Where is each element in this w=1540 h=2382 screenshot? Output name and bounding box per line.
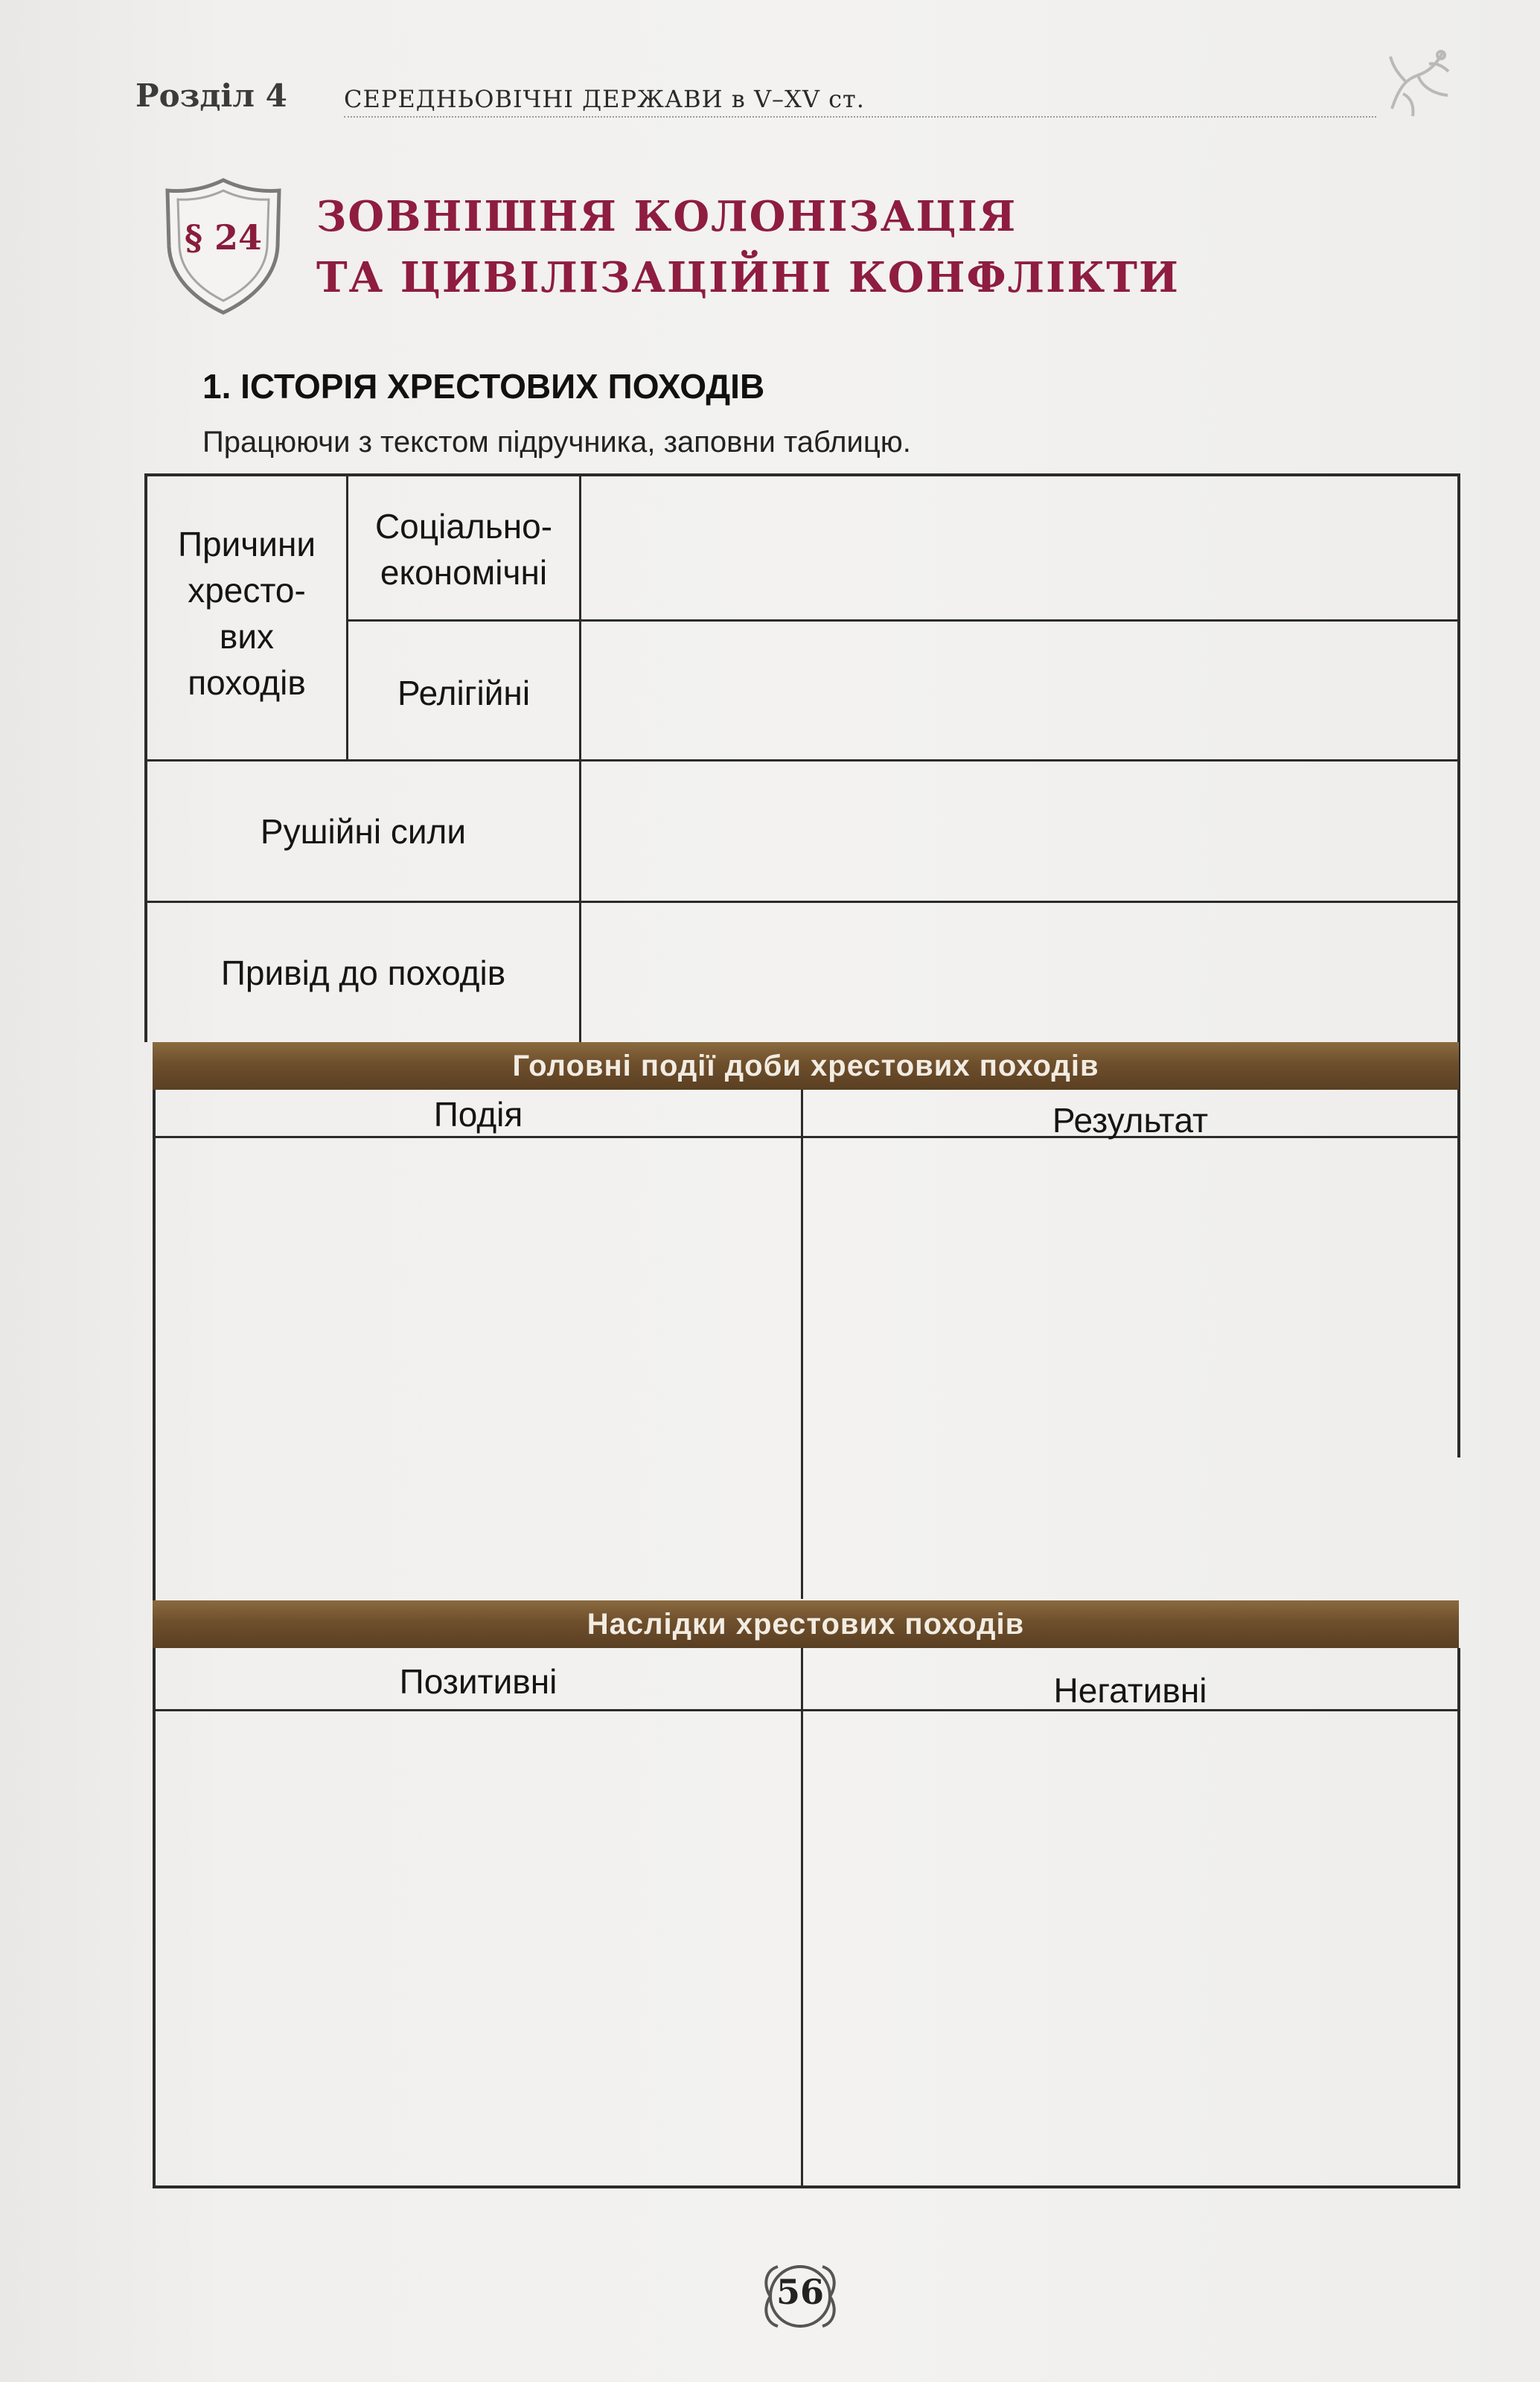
running-header-title: СЕРЕДНЬОВІЧНІ ДЕРЖАВИ в V–XV ст.: [344, 85, 865, 113]
answer-cell-driving-forces[interactable]: [581, 761, 1457, 901]
pretext-label: Привід до походів: [220, 954, 506, 992]
task-instruction: Працюючи з текстом підручника, заповни таблицю.: [202, 426, 911, 459]
consequences-right-border: [1457, 1648, 1460, 2188]
answer-cell-event[interactable]: [156, 1138, 801, 1599]
table-bottom-border: [153, 2185, 1460, 2188]
event-column-header: Подія: [433, 1095, 523, 1134]
causes-label: Причини хресто- вих походів: [177, 525, 316, 702]
answer-cell-negative[interactable]: [803, 1711, 1457, 2185]
consequences-band: Наслідки хрестових походів: [153, 1600, 1459, 1648]
answer-cell-positive[interactable]: [156, 1711, 801, 2185]
paragraph-number: § 24: [184, 217, 263, 258]
positive-column-header: Позитивні: [399, 1662, 557, 1701]
cause-socio-economic-label: Соціально- економічні: [374, 507, 553, 592]
driving-forces-label: Рушійні сили: [260, 812, 467, 851]
running-header-rule: [344, 116, 1376, 118]
result-column-header: Результат: [1052, 1101, 1209, 1140]
cause-religious-label: Релігійні: [397, 674, 531, 712]
lesson-title-line2: ТА ЦИВІЛІЗАЦІЙНІ КОНФЛІКТИ: [316, 253, 1180, 302]
task-heading: 1. ІСТОРІЯ ХРЕСТОВИХ ПОХОДІВ: [202, 367, 765, 406]
negative-column-header: Негативні: [1053, 1671, 1207, 1710]
answer-cell-socio-economic[interactable]: [581, 476, 1457, 619]
events-band: Головні події доби хрестових походів: [153, 1042, 1459, 1090]
answer-cell-pretext[interactable]: [581, 903, 1457, 1042]
answer-cell-result[interactable]: [803, 1138, 1457, 1599]
lesson-title: [316, 186, 1180, 308]
answer-cell-religious[interactable]: [581, 622, 1457, 759]
page-number: 56: [776, 2272, 824, 2312]
lesson-title-line1: ЗОВНІШНЯ КОЛОНІЗАЦІЯ: [316, 192, 1017, 241]
dragon-emblem-icon: [1377, 42, 1459, 124]
running-header-section: Розділ 4: [135, 77, 287, 114]
